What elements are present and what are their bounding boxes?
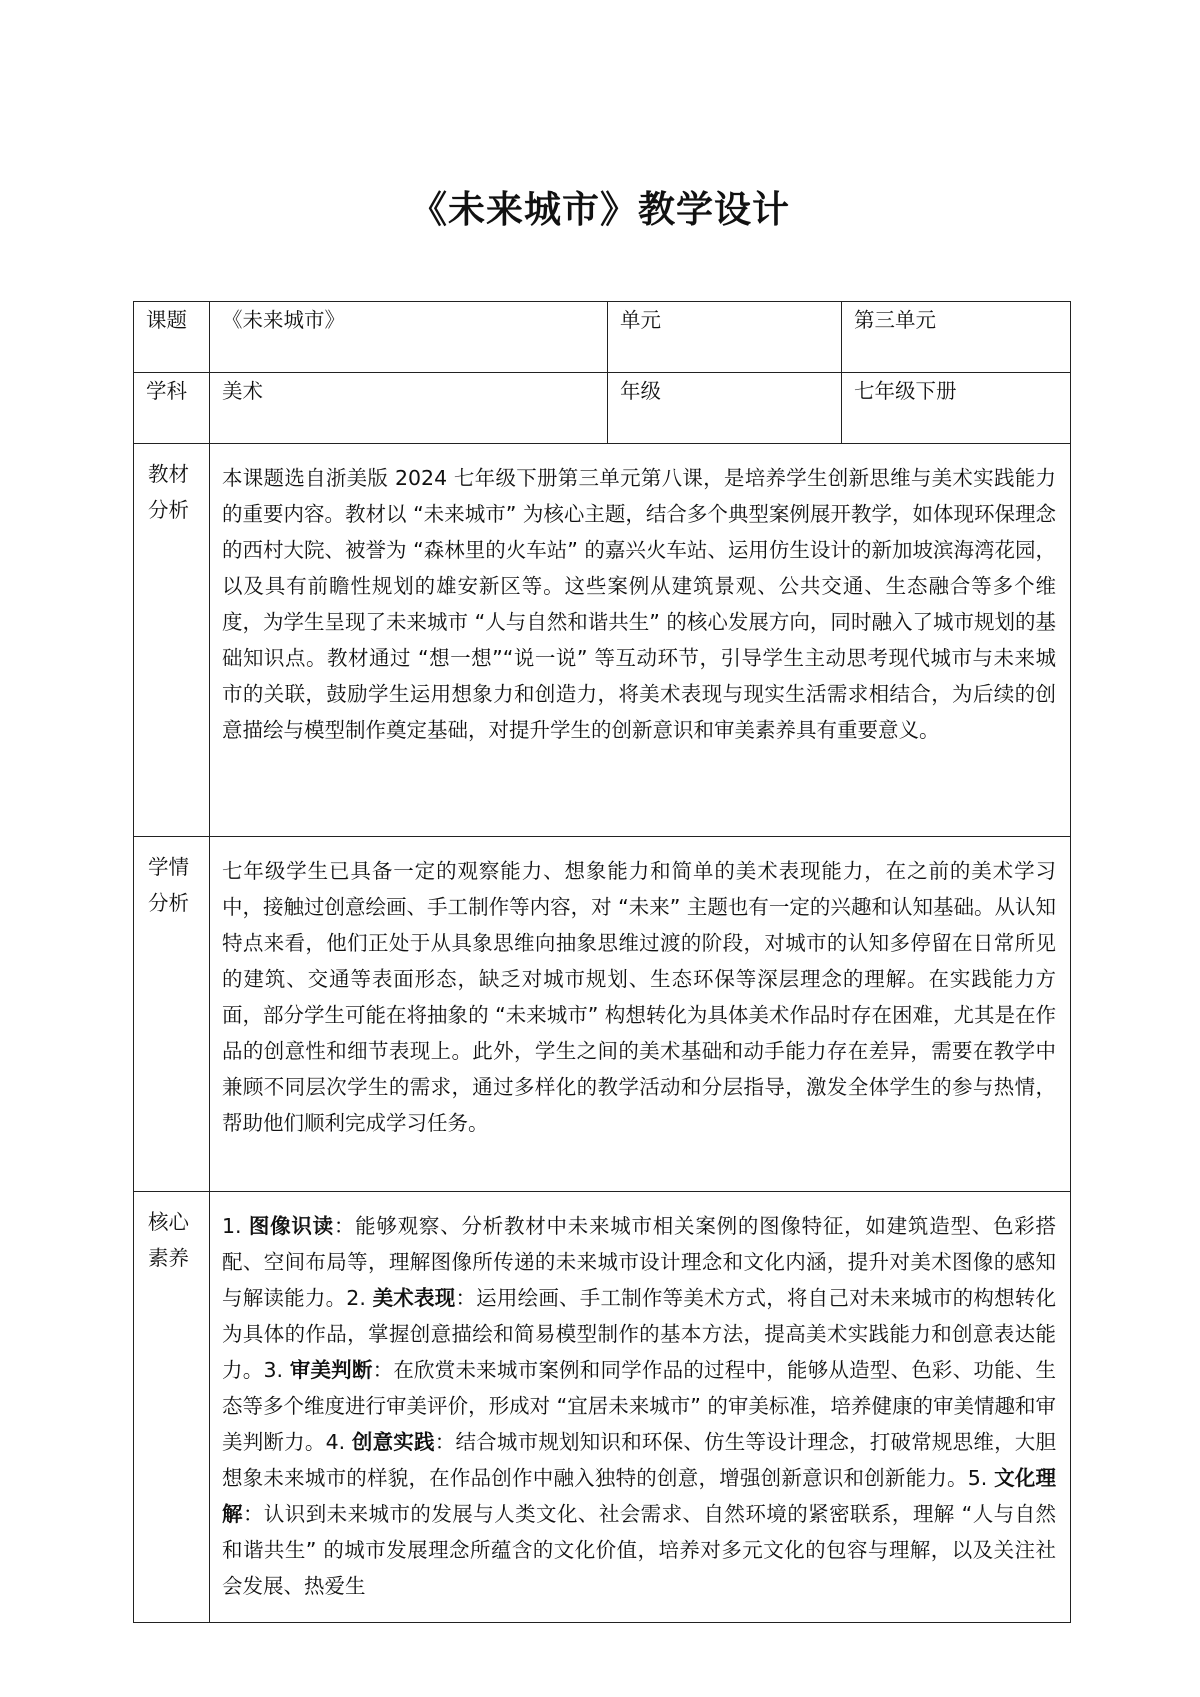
materials-label: 教材分析 <box>134 444 210 837</box>
grade-label: 年级 <box>608 373 842 444</box>
core-item-3-text: ：在欣赏未来城市案例和同学作品的过程中，能够从造型、色彩、功能、生态等多个维度进行审美评价，形成对 “宜居未来城市” 的审美标准，培养健康的审美情趣和审美判断力。 <box>222 1358 1057 1454</box>
core-item-5-keyword: 文化理解 <box>222 1466 1056 1526</box>
core-row <box>134 1192 1071 1623</box>
core-label: 核心素养 <box>134 1192 210 1623</box>
document-title: 《未来城市》教学设计 <box>410 188 790 231</box>
core-text <box>210 1192 1071 1623</box>
students-label: 学情分析 <box>134 837 210 1192</box>
unit-label: 单元 <box>608 302 842 373</box>
topic-row <box>134 302 1071 373</box>
core-item-2-num: 2. <box>346 1286 366 1310</box>
lesson-plan-table <box>133 301 1071 1623</box>
core-item-4-text: ：结合城市规划知识和环保、仿生等设计理念，打破常规思维，大胆想象未来城市的样貌，在作品创作中融入独特的创意，增强创新意识和创新能力。 <box>222 1430 1056 1490</box>
students-row <box>134 837 1071 1192</box>
materials-row <box>134 444 1071 837</box>
grade-value: 七年级下册 <box>842 373 1071 444</box>
core-item-1-num: 1. <box>222 1214 242 1238</box>
core-item-4-num: 4. <box>325 1430 346 1454</box>
core-item-1-keyword: 图像识读 <box>248 1214 334 1238</box>
core-item-3-num: 3. <box>263 1358 283 1382</box>
core-item-2-text: ：运用绘画、手工制作等美术方式，将自己对未来城市的构想转化为具体的作品，掌握创意描绘和简易模型制作的基本方法，提高美术实践能力和创意表达能力。 <box>222 1286 1057 1382</box>
materials-text: 本课题选自浙美版 2024 七年级下册第三单元第八课，是培养学生创新思维与美术实践能力的重要内容。教材以 “未来城市” 为核心主题，结合多个典型案例展开教学，如体现环保理念的西村大院、被誉为 “森林里的火车站” 的嘉兴火车站、运用仿生设计的新加坡滨海湾花园，以及具有前瞻性规划的雄安新区等。这些案例从建筑景观、公共交通、生态融合等多个维度，为学生呈现了未来城市 “人与自然和谐共生” 的核心发展方向，同时融入了城市规划的基础知识点。教材通过 “想一想”“说一说” 等互动环节，引导学生主动思考现代城市与未来城市的关联，鼓励学生运用想象力和创造力，将美术表现与现实生活需求相结合，为后续的创意描绘与模型制作奠定基础，对提升学生的创新意识和审美素养具有重要意义。 <box>210 444 1071 837</box>
students-text: 七年级学生已具备一定的观察能力、想象能力和简单的美术表现能力，在之前的美术学习中，接触过创意绘画、手工制作等内容，对 “未来” 主题也有一定的兴趣和认知基础。从认知特点来看，他们正处于从具象思维向抽象思维过渡的阶段，对城市的认知多停留在日常所见的建筑、交通等表面形态，缺乏对城市规划、生态环保等深层理念的理解。在实践能力方面，部分学生可能在将抽象的 “未来城市” 构想转化为具体美术作品时存在困难，尤其是在作品的创意性和细节表现上。此外，学生之间的美术基础和动手能力存在差异，需要在教学中兼顾不同层次学生的需求，通过多样化的教学活动和分层指导，激发全体学生的参与热情，帮助他们顺利完成学习任务。 <box>210 837 1071 1192</box>
core-item-1-text: ：能够观察、分析教材中未来城市相关案例的图像特征，如建筑造型、色彩搭配、空间布局等，理解图像所传递的未来城市设计理念和文化内涵，提升对美术图像的感知与解读能力。 <box>222 1214 1056 1310</box>
subject-label: 学科 <box>134 373 210 444</box>
core-item-2-keyword: 美术表现 <box>372 1286 456 1310</box>
core-item-5-text: ：认识到未来城市的发展与人类文化、社会需求、自然环境的紧密联系，理解 “人与自然和谐共生” 的城市发展理念所蕴含的文化价值，培养对多元文化的包容与理解，以及关注社会发展、热爱生 <box>222 1502 1056 1598</box>
core-item-4 <box>222 1430 1056 1490</box>
subject-value: 美术 <box>210 373 608 444</box>
core-item-3-keyword: 审美判断 <box>289 1358 373 1382</box>
core-item-5-num: 5. <box>967 1466 988 1490</box>
topic-label: 课题 <box>134 302 210 373</box>
unit-value: 第三单元 <box>842 302 1071 373</box>
topic-value: 《未来城市》 <box>210 302 608 373</box>
subject-row <box>134 373 1071 444</box>
core-item-4-keyword: 创意实践 <box>351 1430 435 1454</box>
